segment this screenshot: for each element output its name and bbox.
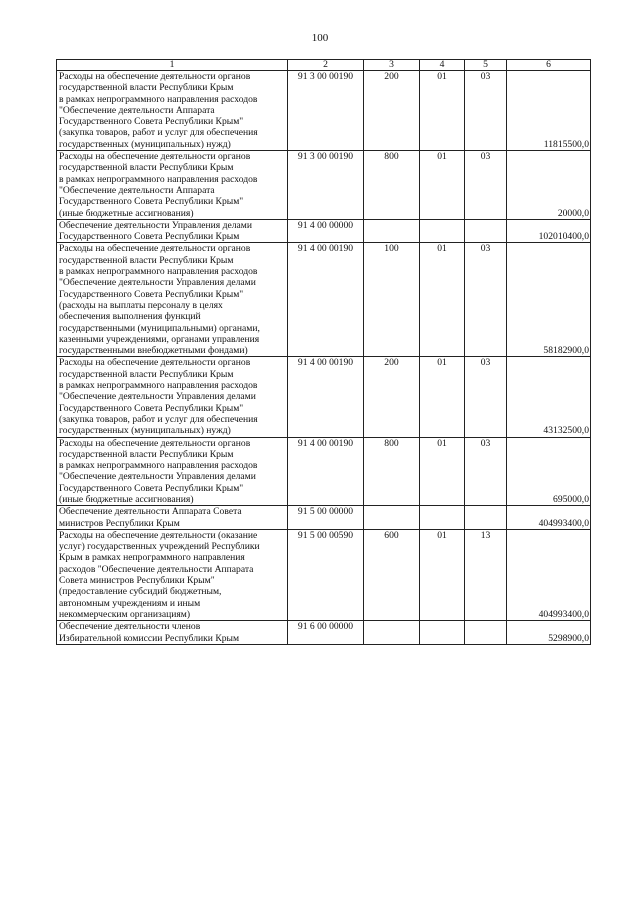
row-amount-cell <box>507 506 591 530</box>
row-description: Обеспечение деятельности членов Избирательной комиссии Республики Крым <box>59 621 240 644</box>
table-row <box>57 529 591 620</box>
row-amount-cell <box>507 621 591 645</box>
row-description: Расходы на обеспечение деятельности органов государственной власти Республики Крым в рамках непрограммного направления расходов "Обеспечение деятельности Управления делами Государственного Совета Республики Крым" (расходы на выплаты персоналу в целях обеспечения выполнения функций государственными (муниципальными) органами, казенными учреждениями, органами управления государственными внебюджетными фондами) <box>59 243 260 357</box>
table-row <box>57 437 591 506</box>
row-amount-cell <box>507 71 591 151</box>
row-code-cell <box>288 243 364 357</box>
row-subsection-cell <box>465 529 507 620</box>
row-expense-type-cell <box>364 529 420 620</box>
row-amount: 404993400,0 <box>538 608 589 620</box>
row-section-cell <box>420 529 465 620</box>
row-expense-type-cell <box>364 71 420 151</box>
row-code: 91 3 00 00190 <box>297 151 354 163</box>
row-description: Обеспечение деятельности Управления делами Государственного Совета Республики Крым <box>59 219 252 243</box>
row-code: 91 5 00 00000 <box>297 506 354 518</box>
row-section-cell <box>420 71 465 151</box>
row-amount: 58182900,0 <box>543 345 589 357</box>
row-section-cell <box>420 151 465 220</box>
table-row <box>57 219 591 243</box>
row-section: 01 <box>437 437 447 449</box>
row-description: Обеспечение деятельности Аппарата Совета министров Республики Крым <box>59 506 242 529</box>
row-code-cell <box>288 621 364 645</box>
row-description-cell <box>57 219 288 243</box>
row-amount-cell <box>507 243 591 357</box>
table-row <box>57 506 591 530</box>
row-expense-type-cell <box>364 151 420 220</box>
row-description: Расходы на обеспечение деятельности органов государственной власти Республики Крым в рамках непрограммного направления расходов "Обеспечение деятельности Управления делами Государственного Совета Республики Крым" (закупка товаров, работ и услуг для обеспечения государственных (муниципальных) нужд) <box>59 357 258 437</box>
table-row <box>57 243 591 357</box>
row-description: Расходы на обеспечение деятельности органов государственной власти Республики Крым в рамках непрограммного направления расходов "Обеспечение деятельности Управления делами Государственного Совета Республики Крым" (иные бюджетные ассигнования) <box>59 437 258 505</box>
row-subsection: 03 <box>480 71 491 82</box>
row-amount: 43132500,0 <box>543 425 589 437</box>
row-description-cell <box>57 437 288 506</box>
row-subsection: 03 <box>480 151 491 163</box>
row-amount: 695000,0 <box>553 493 589 505</box>
row-code: 91 4 00 00190 <box>297 243 354 255</box>
table-row <box>57 151 591 220</box>
row-subsection-cell <box>465 219 507 243</box>
column-header: 4 <box>420 60 465 71</box>
row-section-cell <box>420 621 465 645</box>
row-code: 91 6 00 00000 <box>297 621 354 633</box>
row-expense-type-cell <box>364 243 420 357</box>
row-subsection-cell <box>465 243 507 357</box>
row-section: 01 <box>437 151 447 163</box>
row-description-cell <box>57 243 288 357</box>
column-header: 6 <box>507 60 591 71</box>
row-description-cell <box>57 357 288 437</box>
row-code-cell <box>288 357 364 437</box>
row-section: 01 <box>437 357 447 369</box>
row-code-cell <box>288 529 364 620</box>
column-header: 5 <box>465 60 507 71</box>
row-expense-type: 100 <box>384 243 399 255</box>
row-expense-type: 800 <box>384 151 399 163</box>
row-code-cell <box>288 71 364 151</box>
row-expense-type-cell <box>364 357 420 437</box>
row-expense-type-cell <box>364 219 420 243</box>
row-code: 91 3 00 00190 <box>297 71 354 82</box>
row-amount-cell <box>507 219 591 243</box>
row-expense-type-cell <box>364 437 420 506</box>
row-description-cell <box>57 529 288 620</box>
table-header-row <box>57 60 591 71</box>
row-subsection-cell <box>465 357 507 437</box>
row-section-cell <box>420 357 465 437</box>
row-code-cell <box>288 151 364 220</box>
row-amount-cell <box>507 151 591 220</box>
table-row <box>57 357 591 437</box>
row-expense-type-cell <box>364 506 420 530</box>
table-row <box>57 621 591 645</box>
column-header: 1 <box>57 60 288 71</box>
row-amount-cell <box>507 437 591 506</box>
row-description: Расходы на обеспечение деятельности (оказание услуг) государственных учреждений Республики Крым в рамках непрограммного направления расходов "Обеспечение деятельности Аппарата Совета министров Республики Крым" (предоставление субсидий бюджетным, автономным учреждениям и иным некоммерческим организациям) <box>59 529 260 620</box>
row-subsection-cell <box>465 151 507 220</box>
row-amount: 5298900,0 <box>548 632 589 644</box>
row-code-cell <box>288 506 364 530</box>
row-code-cell <box>288 437 364 506</box>
row-section-cell <box>420 506 465 530</box>
row-code: 91 4 00 00190 <box>297 437 354 449</box>
row-section: 01 <box>437 243 447 255</box>
row-subsection-cell <box>465 621 507 645</box>
row-expense-type-cell <box>364 621 420 645</box>
row-amount-cell <box>507 357 591 437</box>
row-section-cell <box>420 243 465 357</box>
page-number: 100 <box>311 32 329 44</box>
row-code: 91 5 00 00590 <box>297 529 354 541</box>
row-section-cell <box>420 219 465 243</box>
table-row <box>57 71 591 151</box>
row-description-cell <box>57 151 288 220</box>
budget-table <box>56 59 591 645</box>
row-section-cell <box>420 437 465 506</box>
row-section: 01 <box>437 71 447 82</box>
row-expense-type: 200 <box>384 357 399 369</box>
row-section: 01 <box>437 529 447 541</box>
row-subsection: 13 <box>480 529 491 541</box>
row-subsection: 03 <box>480 243 491 255</box>
row-amount: 404993400,0 <box>538 517 589 529</box>
row-description-cell <box>57 71 288 151</box>
row-subsection-cell <box>465 506 507 530</box>
row-amount: 11815500,0 <box>543 138 589 150</box>
row-code-cell <box>288 219 364 243</box>
row-subsection: 03 <box>480 357 491 369</box>
row-description-cell <box>57 621 288 645</box>
row-expense-type: 600 <box>384 529 399 541</box>
row-description-cell <box>57 506 288 530</box>
row-subsection-cell <box>465 71 507 151</box>
column-header: 2 <box>288 60 364 71</box>
row-subsection: 03 <box>480 437 491 449</box>
row-subsection-cell <box>465 437 507 506</box>
row-description: Расходы на обеспечение деятельности органов государственной власти Республики Крым в рамках непрограммного направления расходов "Обеспечение деятельности Аппарата Государственного Совета Республики Крым" (закупка товаров, работ и услуг для обеспечения государственных (муниципальных) нужд) <box>59 71 258 150</box>
row-code: 91 4 00 00190 <box>297 357 354 369</box>
row-amount: 20000,0 <box>557 207 589 219</box>
row-amount: 102010400,0 <box>538 231 589 243</box>
row-expense-type: 800 <box>384 437 399 449</box>
row-description: Расходы на обеспечение деятельности органов государственной власти Республики Крым в рамках непрограммного направления расходов "Обеспечение деятельности Аппарата Государственного Совета Республики Крым" (иные бюджетные ассигнования) <box>59 151 258 219</box>
column-header: 3 <box>364 60 420 71</box>
row-code: 91 4 00 00000 <box>297 219 354 231</box>
row-expense-type: 200 <box>384 71 399 82</box>
row-amount-cell <box>507 529 591 620</box>
